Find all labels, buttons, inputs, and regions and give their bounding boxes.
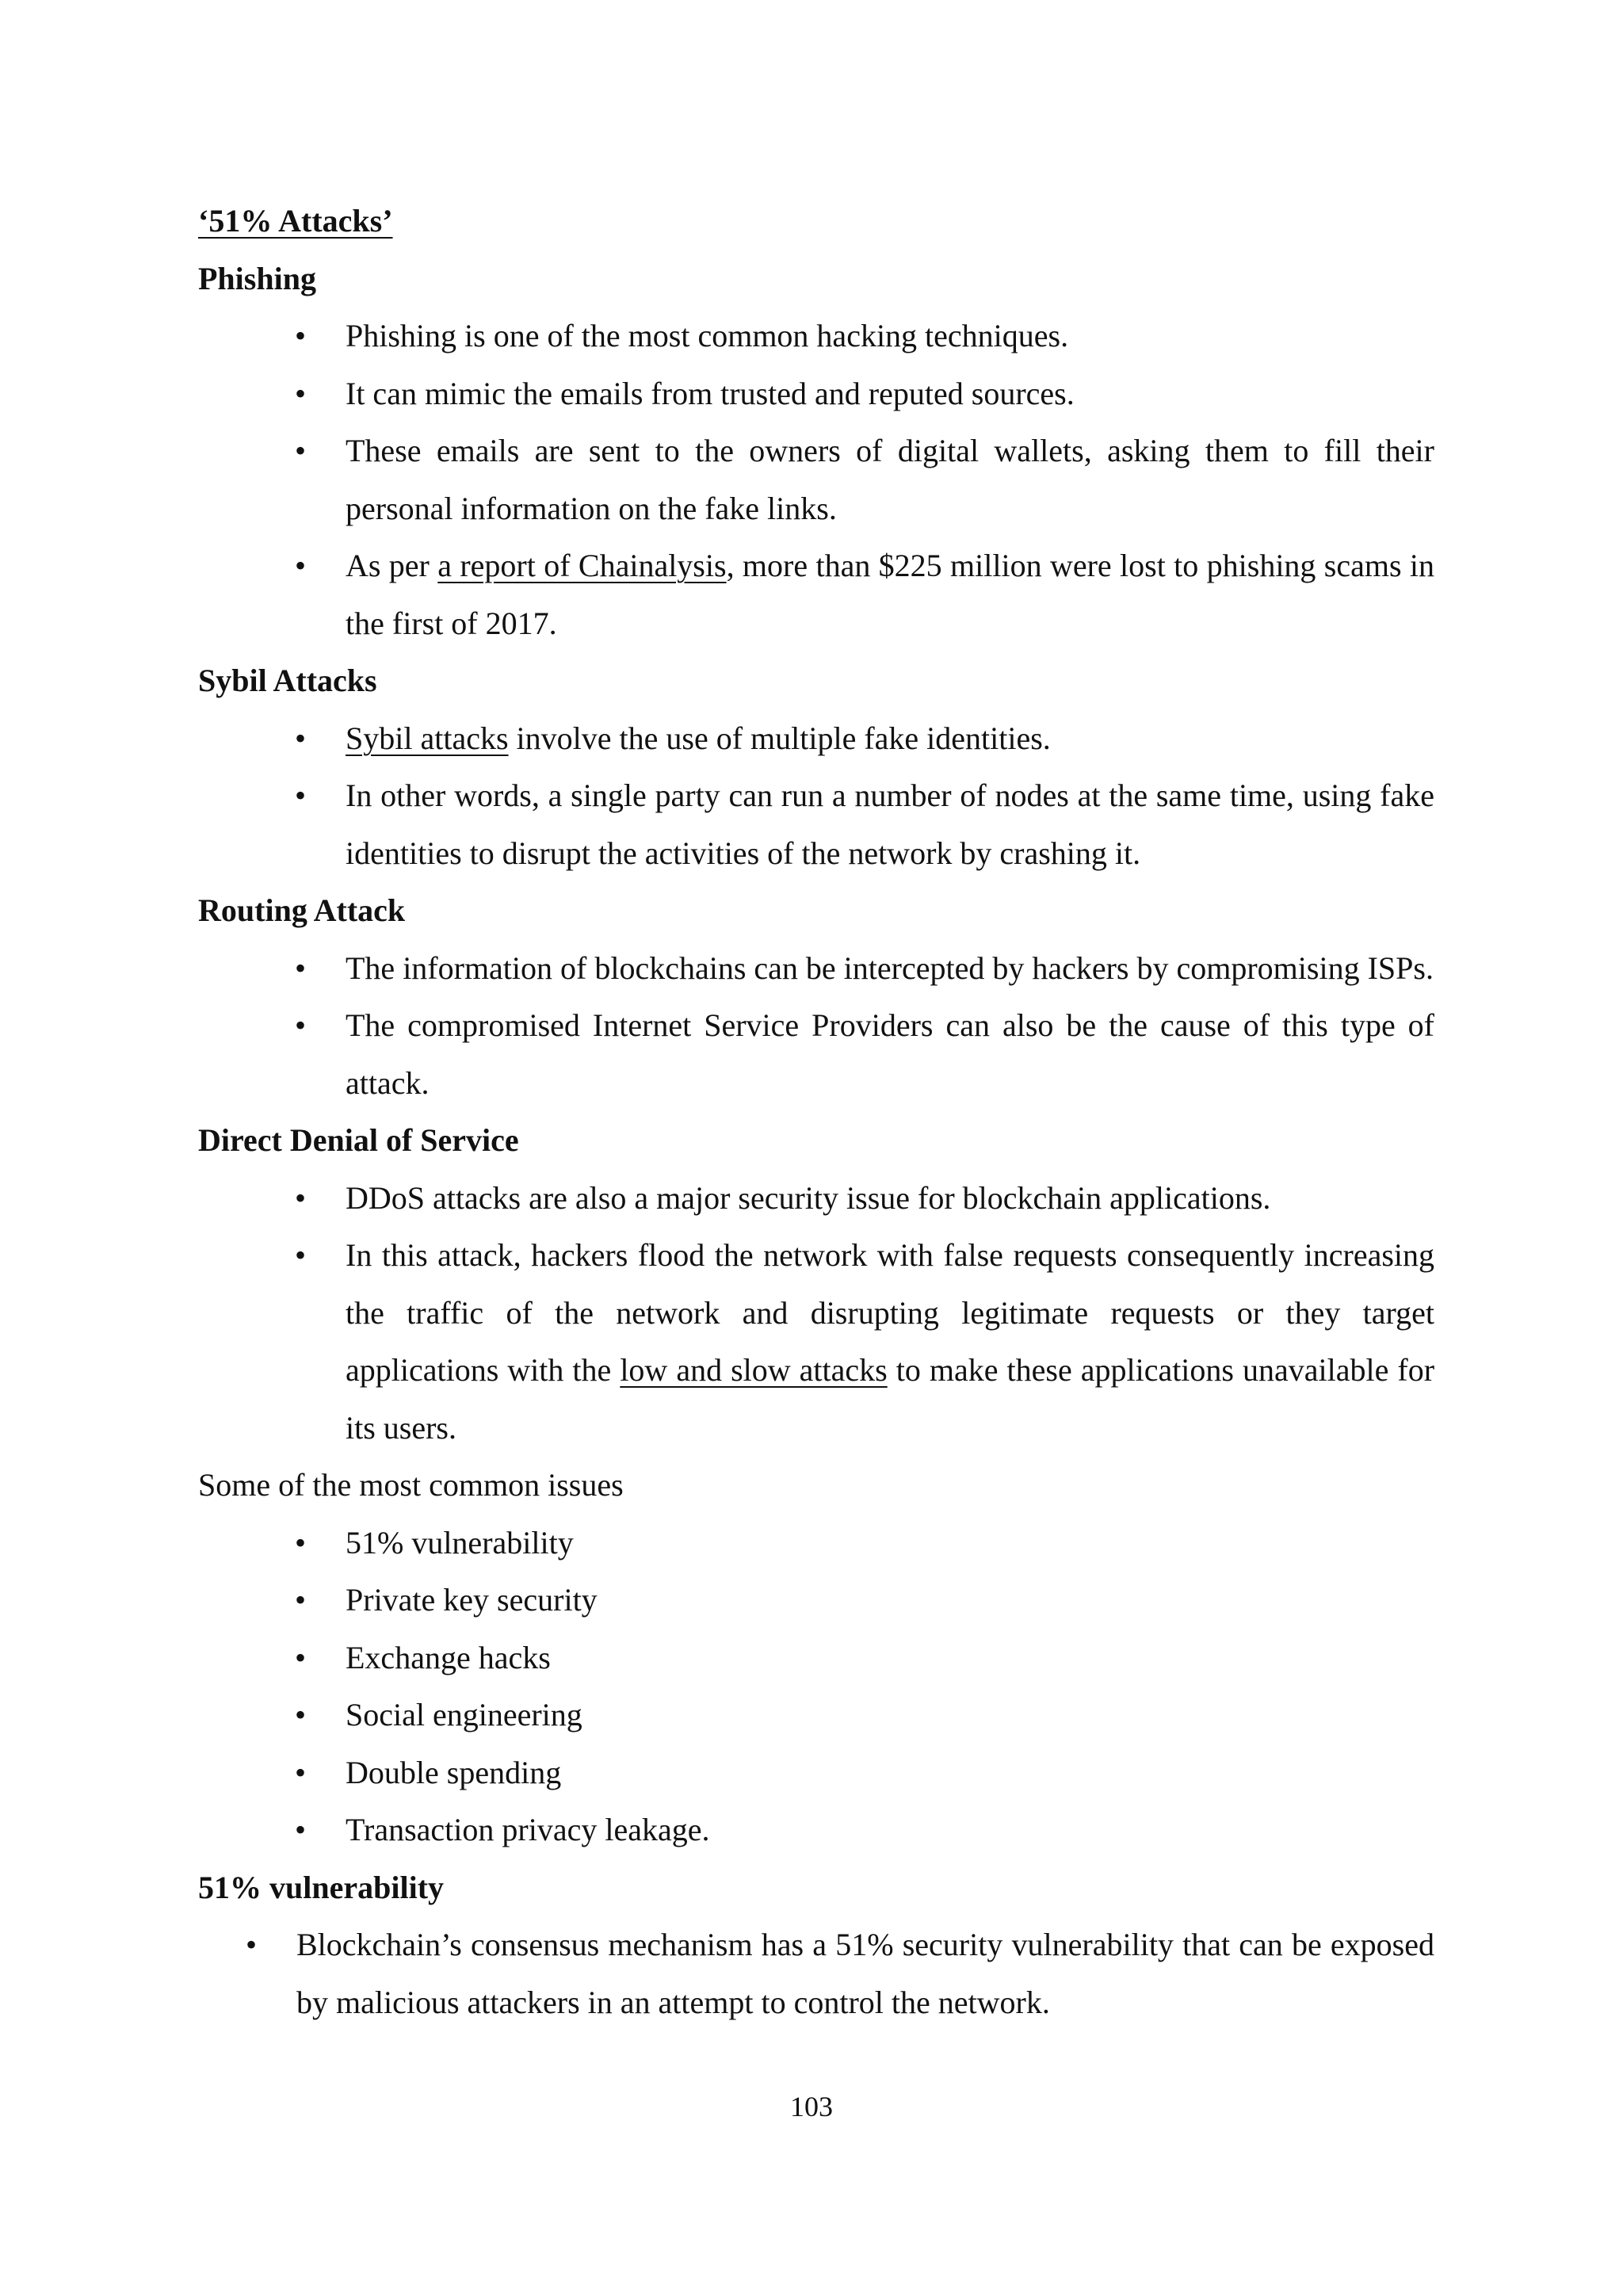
- list-item-text: In other words, a single party can run a number of nodes at the same time, using fake identities to disrupt the activities of the network by crashing it.: [346, 777, 1434, 871]
- list-item-text: In this attack, hackers flood the network with false requests consequently increasing the traffic of the network and disrupting legitimate requests or they target applications with the: [346, 1237, 1434, 1388]
- list-item: [198, 940, 1434, 998]
- list-item: [198, 308, 1434, 365]
- list-item-text: Exchange hacks: [346, 1639, 551, 1675]
- list-item: [198, 1744, 1434, 1802]
- list-item-text: to make these applications unavailable for its users.: [346, 1352, 1435, 1446]
- list-item-text: It can mimic the emails from trusted and reputed sources.: [346, 375, 1075, 411]
- vulnerability-list: [198, 1916, 1434, 2031]
- list-item: [198, 997, 1434, 1112]
- routing-heading: Routing Attack: [198, 892, 406, 928]
- ddos-heading: Direct Denial of Service: [198, 1122, 519, 1158]
- list-item: [198, 537, 1434, 652]
- list-item-text: The information of blockchains can be intercepted by hackers by compromising ISPs.: [346, 949, 1434, 986]
- list-item-text: Double spending: [346, 1754, 562, 1790]
- list-item-text: Blockchain’s consensus mechanism has a 51% security vulnerability that can be exposed by malicious attackers in an attempt to control the network.: [296, 1927, 1434, 2020]
- list-item: [198, 1227, 1434, 1457]
- sybil-attacks-link[interactable]: Sybil attacks: [346, 720, 509, 756]
- ddos-list: [198, 1170, 1434, 1457]
- section-title: ‘51% Attacks’: [198, 203, 393, 239]
- list-item-text: Private key security: [346, 1582, 598, 1618]
- list-item: [198, 1801, 1434, 1859]
- list-item-text: DDoS attacks are also a major security issue for blockchain applications.: [346, 1179, 1271, 1216]
- list-item: [198, 1629, 1434, 1687]
- page-number: 103: [790, 2091, 833, 2122]
- phishing-list: [198, 308, 1434, 652]
- list-item: [198, 365, 1434, 423]
- list-item: [198, 1916, 1434, 2031]
- list-item-text: Transaction privacy leakage.: [346, 1812, 710, 1847]
- list-item-text: These emails are sent to the owners of digital wallets, asking them to fill their personal information on the fake links.: [346, 433, 1434, 526]
- sybil-heading: Sybil Attacks: [198, 663, 377, 698]
- list-item: [198, 422, 1434, 537]
- list-item: [198, 1170, 1434, 1228]
- list-item: [198, 767, 1434, 882]
- chainalysis-report-link[interactable]: a report of Chainalysis: [437, 548, 727, 583]
- list-item: [198, 1687, 1434, 1744]
- common-issues-intro: Some of the most common issues: [198, 1467, 624, 1503]
- list-item: [198, 1572, 1434, 1629]
- routing-list: [198, 940, 1434, 1113]
- sybil-list: [198, 710, 1434, 883]
- list-item-text: Social engineering: [346, 1697, 582, 1733]
- list-item: [198, 710, 1434, 768]
- list-item-text: The compromised Internet Service Providers can also be the cause of this type of attack.: [346, 1007, 1434, 1101]
- list-item-text: As per: [346, 548, 438, 583]
- list-item-text: , more than $225 million were lost to phishing scams in the first of 2017.: [346, 548, 1435, 641]
- common-issues-list: [198, 1515, 1434, 1859]
- low-and-slow-attacks-link[interactable]: low and slow attacks: [620, 1352, 888, 1388]
- document-page: [198, 193, 1434, 2031]
- list-item: [198, 1515, 1434, 1572]
- phishing-heading: Phishing: [198, 260, 316, 296]
- vulnerability-heading: 51% vulnerability: [198, 1869, 445, 1905]
- list-item-text: Phishing is one of the most common hacking techniques.: [346, 318, 1069, 353]
- list-item-text: 51% vulnerability: [346, 1524, 574, 1561]
- list-item-text: involve the use of multiple fake identities.: [508, 720, 1051, 756]
